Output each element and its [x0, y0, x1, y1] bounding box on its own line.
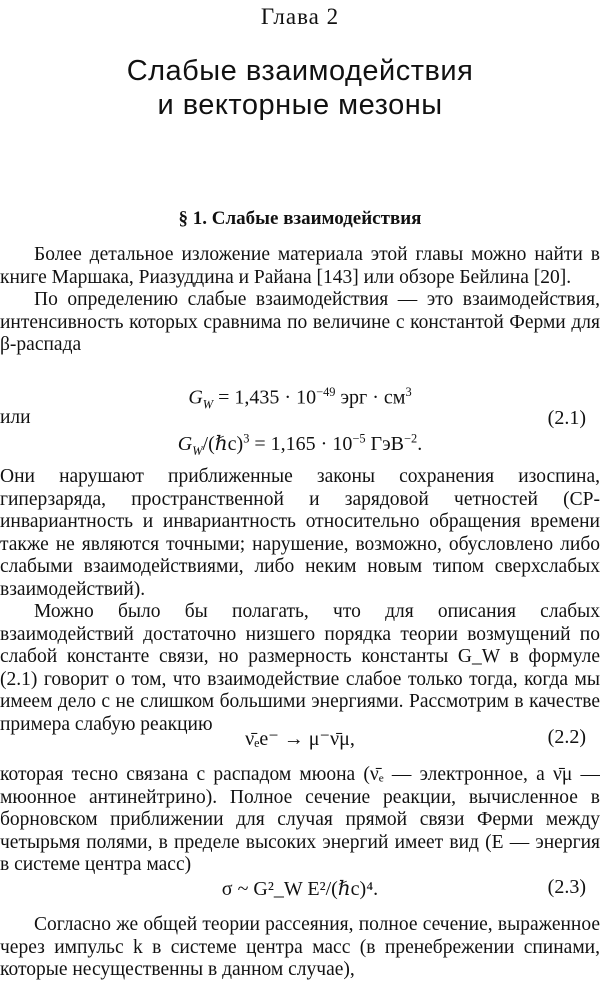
text-block-4 — [0, 914, 600, 982]
equation-or-label: или — [0, 407, 31, 428]
equation-2-3 — [0, 876, 600, 902]
paragraph-2: По определению слабые взаимодействия — это взаимодействия, интенсивность которых сравнима по величине с константой Ферми для β-распада — [0, 289, 600, 355]
paragraph-1: Более детальное изложение материала этой главы можно найти в книге Маршака, Риазуддина и Райана [143] или обзоре Бейлина [20]. — [0, 244, 600, 288]
chapter-title — [0, 54, 600, 122]
equation-number-2-1: (2.1) — [547, 407, 586, 429]
equation-number-2-2: (2.2) — [547, 726, 586, 748]
chapter-heading: Глава 2 — [260, 4, 340, 29]
equation-2-1 — [0, 385, 600, 458]
text-block-3 — [0, 764, 600, 877]
equation-2-3-expression: σ ~ G²_W E²/(ℏc)⁴. — [221, 878, 379, 900]
text-block-1 — [0, 244, 600, 357]
equation-2-1-line-2: $G_W/(\hbar c)^3 = 1,165 \cdot 10^{-5}$ ГэВ$^{-2}$. — [177, 431, 423, 458]
paragraph-4: Можно было бы полагать, что для описания слабых взаимодействий достаточно низшего порядка теории возмущений по слабой константе связи, но размерность константы G_W в формуле (2.1) говорит о том, что взаимодействие слабое только тогда, когда мы имеем дело с не слишком большими энергиями. Рассмотрим в качестве примера слабую реакцию — [0, 601, 600, 735]
equation-2-2-expression: ν̄ₑe⁻ → μ⁻ν̄μ, — [245, 728, 355, 750]
section-heading: § 1. Слабые взаимодействия — [178, 208, 422, 229]
equation-2-1-line-1: $G_W = 1,435 \cdot 10^{-49}$ эрг · $см^3$ — [188, 385, 412, 412]
equation-2-2 — [0, 726, 600, 752]
text-block-2 — [0, 466, 600, 736]
chapter-title-line-1: Слабые взаимодействия — [126, 55, 474, 87]
equation-number-2-3: (2.3) — [547, 876, 586, 898]
chapter-title-line-2: и векторные мезоны — [157, 89, 443, 121]
paragraph-5: которая тесно связана с распадом мюона (ν̄ₑ — электронное, а ν̄μ — мюонное антинейтрино). Полное сечение реакции, вычисленное в борновском приближении для случая прямой связи Ферми между четырьмя полями, в пределе высоких энергий имеет вид (E — энергия в системе центра масс) — [0, 764, 600, 875]
paragraph-6: Согласно же общей теории рассеяния, полное сечение, выраженное через импульс k в системе центра масс (в пренебрежении спинами, которые несущественны в данном случае), — [0, 914, 600, 980]
paragraph-3: Они нарушают приближенные законы сохранения изоспина, гиперзаряда, пространственной и зарядовой четностей (CP-инвариантность и инвариантность относительно обращения времени также не являются точными; нарушение, возможно, обусловлено либо слабыми взаимодействиями, либо неким новым типом сверхслабых взаимодействий). — [0, 466, 600, 600]
